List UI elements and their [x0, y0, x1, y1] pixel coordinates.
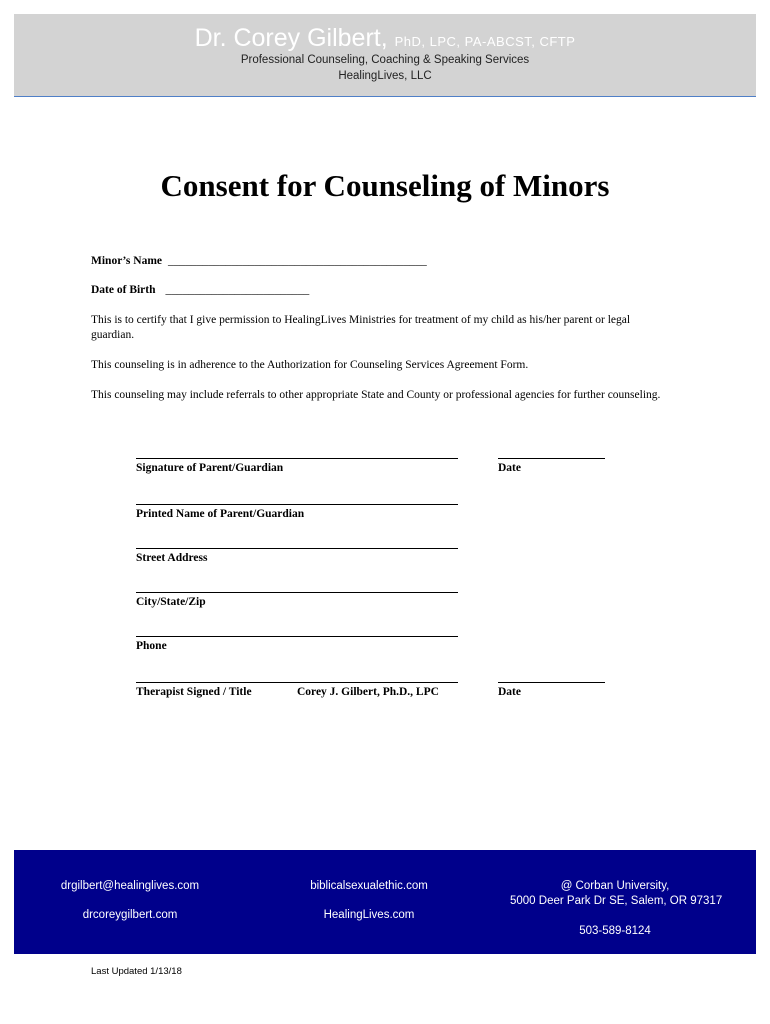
printed-name-line[interactable]: [136, 504, 458, 505]
city-state-zip-label: City/State/Zip: [136, 596, 206, 608]
healinglives-site-link[interactable]: HealingLives.com: [323, 909, 415, 921]
letterhead-company: HealingLives, LLC: [338, 70, 432, 82]
document-title: Consent for Counseling of Minors: [160, 168, 610, 203]
therapist-name: Corey J. Gilbert, Ph.D., LPC: [297, 686, 439, 698]
parent-signature-label: Signature of Parent/Guardian: [136, 462, 284, 474]
permission-paragraph: This is to certify that I give permission to HealingLives Ministries for treatment of my child as his/her parent or legal guardian.: [91, 314, 631, 341]
biblical-site-link[interactable]: biblicalsexualethic.com: [310, 880, 428, 892]
parent-signature-line[interactable]: [136, 458, 458, 459]
minor-name-label: Minor’s Name: [91, 255, 162, 267]
city-state-zip-line[interactable]: [136, 592, 458, 593]
street-address-label: Street Address: [136, 552, 208, 564]
email-link[interactable]: drgilbert@healinglives.com: [60, 880, 200, 892]
dob-blank[interactable]: _________________________: [165, 284, 310, 296]
street-address-line[interactable]: [136, 548, 458, 549]
phone-number: 503-589-8124: [579, 925, 651, 937]
phone-line[interactable]: [136, 636, 458, 637]
date-line-2[interactable]: [498, 682, 605, 683]
doctor-name: Dr. Corey Gilbert,: [194, 24, 388, 52]
therapist-signature-label: Therapist Signed / Title: [136, 686, 252, 698]
therapist-signature-line[interactable]: [136, 682, 458, 683]
referrals-paragraph: This counseling may include referrals to other appropriate State and County or professional agencies for further counseling.: [91, 389, 661, 401]
minor-name-field[interactable]: [91, 255, 427, 267]
letterhead: [14, 14, 756, 97]
letterhead-services: Professional Counseling, Coaching & Speaking Services: [240, 54, 530, 66]
letterhead-name: [14, 24, 756, 56]
address-line-1: @ Corban University,: [560, 880, 670, 892]
contact-footer: [14, 850, 756, 954]
last-updated: Last Updated 1/13/18: [91, 966, 182, 977]
date-label-2: Date: [498, 686, 521, 698]
printed-name-label: Printed Name of Parent/Guardian: [136, 508, 305, 520]
dob-label: Date of Birth: [91, 284, 156, 296]
date-label-1: Date: [498, 462, 521, 474]
adherence-paragraph: This counseling is in adherence to the Authorization for Counseling Services Agreement Form.: [91, 359, 529, 371]
minor-name-blank[interactable]: _____________________________________________: [168, 255, 427, 267]
date-of-birth-field[interactable]: [91, 284, 309, 296]
address-line-2: 5000 Deer Park Dr SE, Salem, OR 97317: [510, 895, 723, 907]
doctor-credentials: PhD, LPC, PA-ABCST, CFTP: [394, 34, 576, 49]
website-link[interactable]: drcoreygilbert.com: [82, 909, 178, 921]
phone-label: Phone: [136, 640, 167, 652]
date-line-1[interactable]: [498, 458, 605, 459]
